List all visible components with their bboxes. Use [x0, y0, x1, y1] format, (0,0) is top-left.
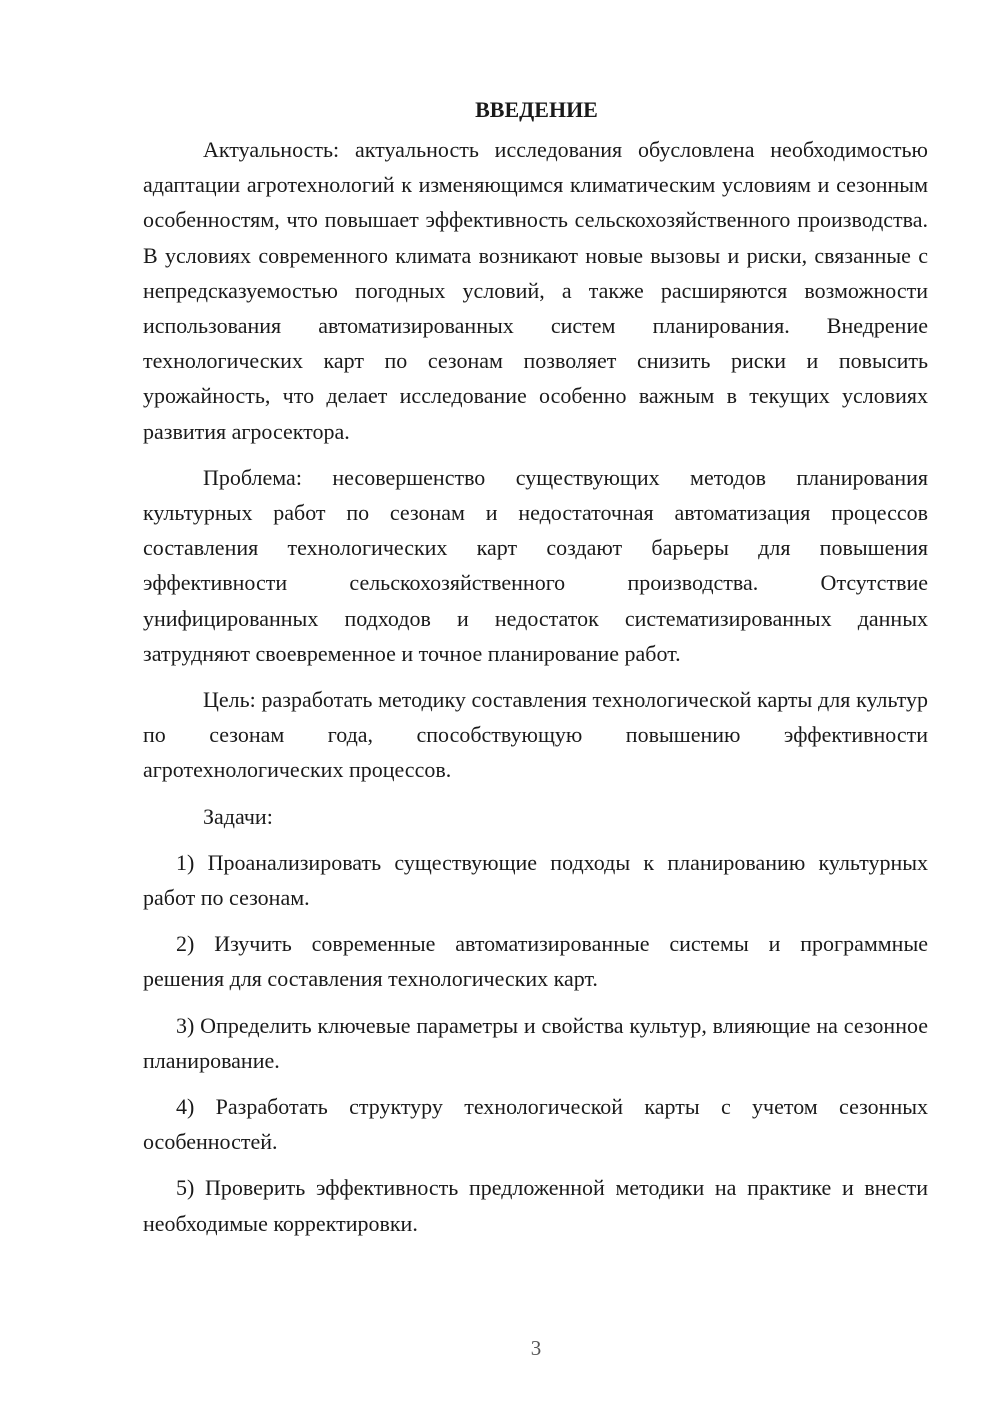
task-item: 5) Проверить эффективность предложенной методики на практике и внести необходимые корректировки. [143, 1175, 928, 1236]
paragraph-goal: Цель: разработать методику составления технологической карты для культур по сезонам года, способствующую повышению эффективности агротехнологических процессов. [143, 687, 928, 783]
page-number: 3 [530, 1336, 542, 1360]
task-list [143, 845, 928, 1241]
document-page [143, 92, 928, 1252]
task-item: 3) Определить ключевые параметры и свойства культур, влияющие на сезонное планирование. [143, 1012, 928, 1073]
task-item: 2) Изучить современные автоматизированные системы и программные решения для составления технологических карт. [143, 931, 928, 992]
paragraph-problem: Проблема: несовершенство существующих методов планирования культурных работ по сезонам и недостаточная автоматизация процессов составления технологических карт создают барьеры для повышения эффективности сельскохозяйственного производства. Отсутствие унифицированных подходов и недостаток систематизированных данных затрудняют своевременное и точное планирование работ. [143, 464, 928, 666]
paragraph-relevance: Актуальность: актуальность исследования обусловлена необходимостью адаптации агротехнологий к изменяющимся климатическим условиям и сезонным особенностям, что повышает эффективность сельскохозяйственного производства. В условиях современного климата возникают новые вызовы и риски, связанные с непредсказуемостью погодных условий, а также расширяются возможности использования автоматизированных систем планирования. Внедрение технологических карт по сезонам позволяет снизить риски и повысить урожайность, что делает исследование особенно важным в текущих условиях развития агросектора. [143, 137, 928, 444]
section-heading: ВВЕДЕНИЕ [475, 97, 598, 122]
task-item: 4) Разработать структуру технологической карты с учетом сезонных особенностей. [143, 1094, 928, 1155]
task-item: 1) Проанализировать существующие подходы к планированию культурных работ по сезонам. [143, 849, 928, 911]
tasks-label: Задачи: [203, 803, 273, 829]
